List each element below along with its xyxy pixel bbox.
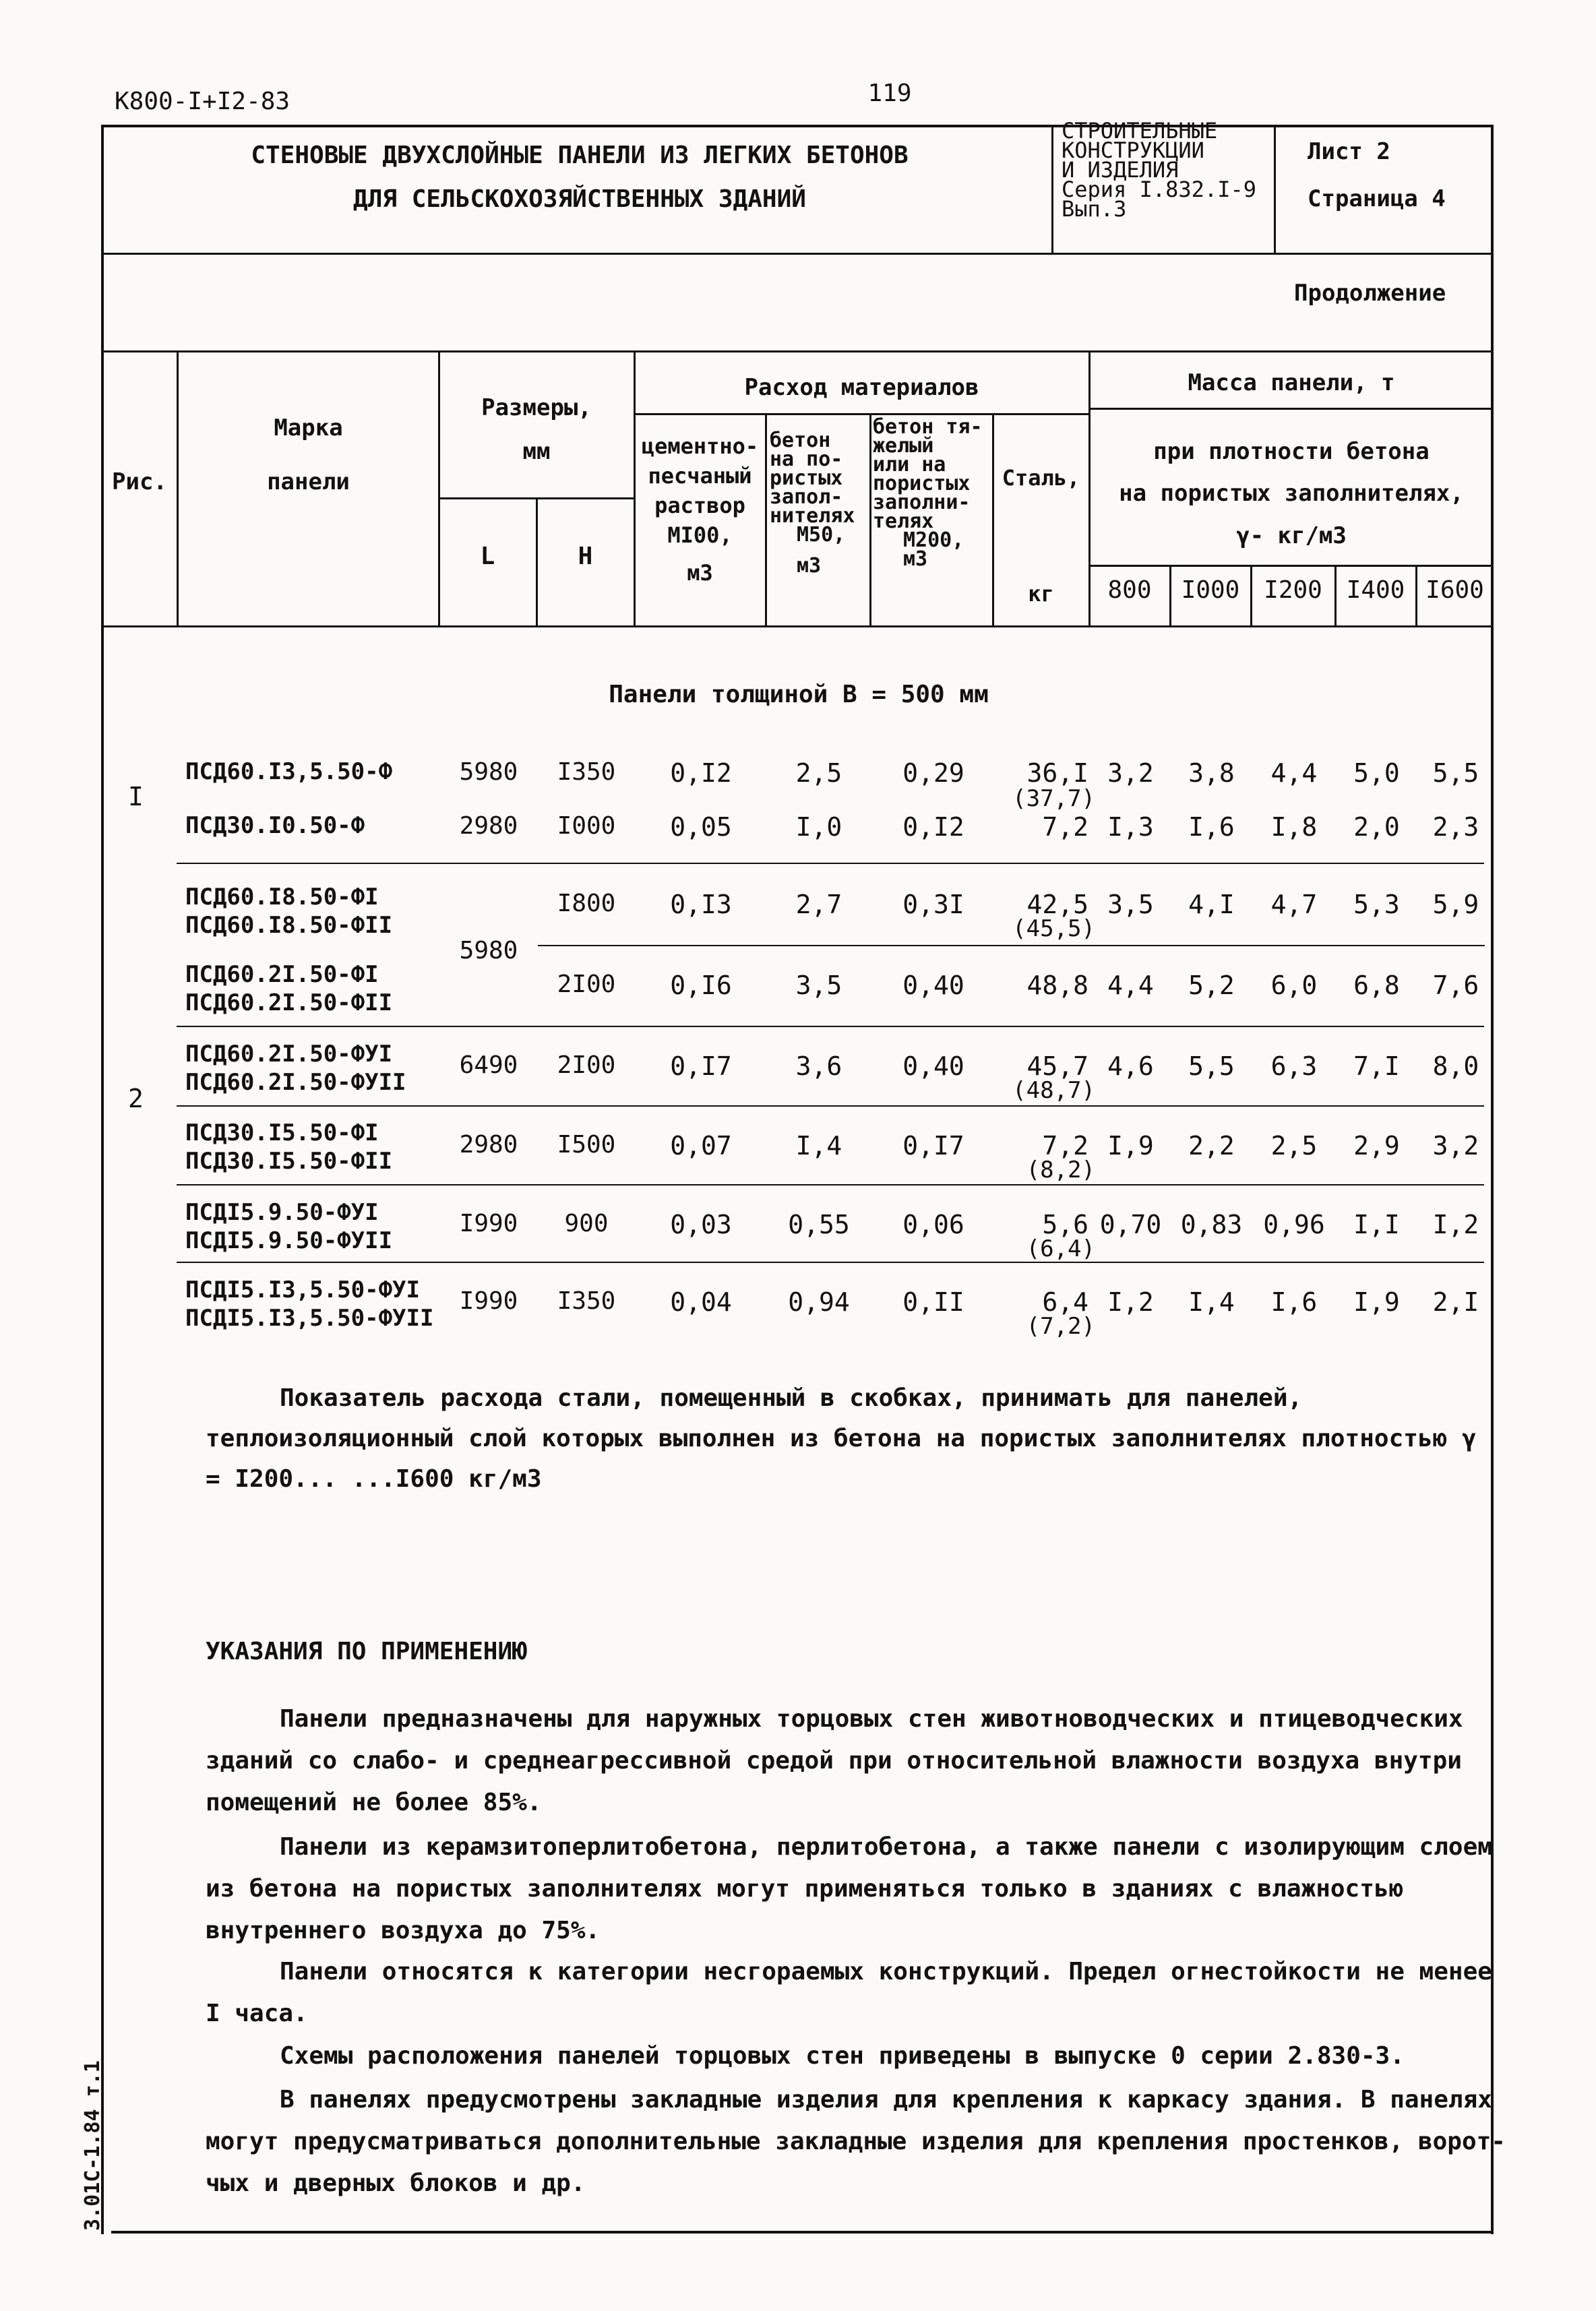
m1400-r4: 2,9 [1353,1131,1400,1161]
steel-r1: 42,5 [1026,890,1088,919]
m800-r0a: 3,2 [1107,758,1154,788]
m1200-r0b: I,8 [1270,812,1318,842]
sheet-label: Лист 2 [1308,138,1390,165]
mortar-r5: 0,03 [670,1210,732,1239]
c2-r0b: 0,I2 [902,812,964,842]
mortar-r6: 0,04 [670,1287,732,1317]
H-r6: I350 [557,1287,616,1315]
m1200-r3: 6,3 [1270,1051,1318,1081]
density-800: 800 [1107,576,1152,604]
marks-r6: ПСДI5.I3,5.50-ФУI ПСДI5.I3,5.50-ФУII [185,1276,434,1332]
density-1400: I400 [1346,576,1405,604]
c1-r3: 3,6 [795,1051,842,1081]
m1000-r3: 5,5 [1188,1051,1235,1081]
L-r5: I990 [459,1210,518,1237]
mark-r0b: ПСД30.I0.50-Ф [185,812,365,839]
series-line1: СТРОИТЕЛЬНЫЕ [1062,118,1218,144]
c1-r0b: I,0 [795,812,842,842]
mortar-r4: 0,07 [670,1131,732,1161]
steel-r3: 45,7 [1026,1051,1088,1081]
steel-alt-r4: (8,2) [1026,1157,1095,1183]
m1600-r0b: 2,3 [1432,812,1479,842]
c1-r0a: 2,5 [795,758,842,788]
L-r4: 2980 [459,1131,518,1159]
m800-r1: 3,5 [1107,890,1154,919]
m1400-r5: I,I [1353,1210,1400,1239]
head-steel-unit: кг [1028,581,1054,607]
m1000-r5: 0,83 [1180,1210,1243,1239]
continuation-label: Продолжение [1294,280,1446,307]
paragraph-2: Панели из керамзитоперлитобетона, перлитобетона, а также панели с изолирующим слоем из бетона на пористых заполнителях могут применяться только в зданиях с влажностью внутреннего воздуха до 75%. [206,1833,1492,1944]
steel-alt-r1: (45,5) [1012,915,1095,942]
H-r4: I500 [557,1131,616,1159]
steel-r4: 7,2 [1042,1131,1088,1161]
head-dims-2: мм [522,438,551,465]
m1600-r1: 5,9 [1432,890,1479,919]
m1000-r0b: I,6 [1188,812,1235,842]
m1600-r6: 2,I [1432,1287,1479,1317]
m1400-r1: 5,3 [1353,890,1400,919]
m1400-r3: 7,I [1353,1051,1400,1081]
mortar-r1: 0,I3 [670,890,732,919]
H-r5: 900 [564,1210,609,1237]
L-r0a: 5980 [459,758,518,786]
m1200-r4: 2,5 [1270,1131,1318,1161]
head-dims-1: Размеры, [481,394,592,421]
mortar-r0a: 0,I2 [670,758,732,788]
marks-r1: ПСД60.I8.50-ФI ПСД60.I8.50-ФII [185,884,393,939]
steel-alt-r6: (7,2) [1026,1313,1095,1340]
page-number: 119 [867,80,912,107]
mortar-r3: 0,I7 [670,1051,732,1081]
m1200-r0a: 4,4 [1270,758,1318,788]
frame-top [101,125,1494,127]
H-r0a: I350 [557,758,616,786]
L-r0b: 2980 [459,812,518,840]
series-line3: И ИЗДЕЛИЯ [1062,157,1179,183]
L-r6: I990 [459,1287,518,1315]
steel-r6: 6,4 [1042,1287,1088,1317]
c1-r2: 3,5 [795,970,842,1000]
paragraph-4: Схемы расположения панелей торцовых стен приведены в выпуске 0 серии 2.830-3. [280,2042,1405,2070]
head-mortar: цементно- песчаный раствор МI00, м3 [641,433,759,586]
c1-r6: 0,94 [788,1287,850,1317]
m1200-r5: 0,96 [1263,1210,1325,1239]
m1000-r1: 4,I [1188,890,1235,919]
m1600-r0a: 5,5 [1432,758,1479,788]
series-line5: Вып.3 [1062,196,1127,222]
head-density-1: при плотности бетона [1153,438,1430,465]
m1200-r2: 6,0 [1270,970,1318,1000]
page-label: Страница 4 [1308,185,1446,212]
m800-r5: 0,70 [1099,1210,1162,1239]
m1200-r1: 4,7 [1270,890,1318,919]
density-1000: I000 [1181,576,1240,604]
marks-r5: ПСДI5.9.50-ФУI ПСДI5.9.50-ФУII [185,1199,393,1254]
steel-alt-r0a: (37,7) [1012,785,1095,812]
density-1600: I600 [1425,576,1484,604]
frame-left [101,125,104,2234]
c2-r4: 0,I7 [902,1131,964,1161]
c1-r5: 0,55 [788,1210,850,1239]
m1400-r0a: 5,0 [1353,758,1400,788]
m800-r3: 4,6 [1107,1051,1154,1081]
m1200-r6: I,6 [1270,1287,1318,1317]
side-stamp: 3.01С-1.84 т.1 [81,2060,104,2231]
m1600-r4: 3,2 [1432,1131,1479,1161]
instructions-title: УКАЗАНИЯ ПО ПРИМЕНЕНИЮ [206,1638,527,1665]
c2-r5: 0,06 [902,1210,964,1239]
paragraph-3: Панели относятся к категории несгораемых конструкций. Предел огнестойкости не менее I часа. [206,1958,1492,2027]
m1600-r3: 8,0 [1432,1051,1479,1081]
c2-r1: 0,3I [902,890,964,919]
m800-r6: I,2 [1107,1287,1154,1317]
steel-r2: 48,8 [1026,970,1088,1000]
paragraph-5: В панелях предусмотрены закладные изделия для крепления к каркасу здания. В панелях могут предусматриваться дополнительные закладные изделия для крепления простенков, ворот- чых и дверных блоков и др. [206,2086,1506,2197]
title-line1: СТЕНОВЫЕ ДВУХСЛОЙНЫЕ ПАНЕЛИ ИЗ ЛЕГКИХ БЕТОНОВ [251,142,909,169]
c1-r4: I,4 [795,1131,842,1161]
H-r2: 2I00 [557,970,616,998]
H-r0b: I000 [557,812,616,840]
density-1200: I200 [1264,576,1322,604]
doc-code: К800-I+I2-83 [115,88,290,115]
mark-r0a: ПСД60.I3,5.50-Ф [185,758,393,785]
m1000-r4: 2,2 [1188,1131,1235,1161]
mortar-r2: 0,I6 [670,970,732,1000]
m1000-r6: I,4 [1188,1287,1235,1317]
marks-r2: ПСД60.2I.50-ФI ПСД60.2I.50-ФII [185,961,393,1016]
marks-r4: ПСД30.I5.50-ФI ПСД30.I5.50-ФII [185,1119,393,1175]
head-steel: Сталь, [1002,465,1080,491]
steel-r5: 5,6 [1042,1210,1088,1239]
head-materials: Расход материалов [744,374,979,401]
head-mass: Масса панели, т [1188,369,1395,396]
L-r1: 5980 [459,937,518,964]
series-block [1062,118,1256,222]
m1600-r2: 7,6 [1432,970,1479,1000]
head-mark-1: Марка [274,414,343,441]
m800-r0b: I,3 [1107,812,1154,842]
mortar-r0b: 0,05 [670,812,732,842]
head-L: L [480,543,495,570]
L-r3: 6490 [459,1051,518,1079]
head-concrete2: бетон тя- желый или на пористых заполни- телях М200, м3 [873,415,983,571]
head-density-3: γ- кг/м3 [1236,522,1347,549]
c2-r0a: 0,29 [902,758,964,788]
steel-note: Показатель расхода стали, помещенный в скобках, принимать для панелей, теплоизоляционный слой которых выполнен из бетона на пористых заполнителях плотностью γ = I200... ...I600 кг/м3 [206,1384,1477,1493]
head-density-2: на пористых заполнителях, [1119,480,1464,507]
H-r3: 2I00 [557,1051,616,1079]
steel-alt-r5: (6,4) [1026,1235,1095,1262]
c1-r1: 2,7 [795,890,842,919]
frame-bottom [111,2231,1494,2233]
steel-alt-r3: (48,7) [1012,1077,1095,1104]
m800-r4: I,9 [1107,1131,1154,1161]
marks-r3: ПСД60.2I.50-ФУI ПСД60.2I.50-ФУII [185,1041,406,1096]
c2-r3: 0,40 [902,1051,964,1081]
m1400-r6: I,9 [1353,1287,1400,1317]
m1000-r2: 5,2 [1188,970,1235,1000]
m1600-r5: I,2 [1432,1210,1479,1239]
steel-r0b: 7,2 [1042,812,1088,842]
c2-r6: 0,II [902,1287,964,1317]
m800-r2: 4,4 [1107,970,1154,1000]
head-concrete1: бетон на по- ристых запол- нителях М50, м3 [770,429,855,578]
H-r1: I800 [557,890,616,917]
c2-r2: 0,40 [902,970,964,1000]
paragraph-1: Панели предназначены для наружных торцовых стен животноводческих и птицеводческих зданий со слабо- и среднеагрессивной средой при относительной влажности воздуха внутри помещений не более 85%. [206,1705,1463,1816]
head-fig: Рис. [112,468,167,495]
m1400-r2: 6,8 [1353,970,1400,1000]
m1000-r0a: 3,8 [1188,758,1235,788]
head-H: H [578,543,593,570]
fig-1: I [128,782,144,811]
section-title: Панели толщиной B = 500 мм [609,681,989,708]
series-line4: Серия I.832.I-9 [1062,177,1256,202]
steel-r0a: 36,I [1026,758,1088,788]
head-mark-2: панели [267,468,350,495]
series-line2: КОНСТРУКЦИИ [1062,137,1204,163]
m1400-r0b: 2,0 [1353,812,1400,842]
fig-2: 2 [128,1084,144,1113]
title-line2: ДЛЯ СЕЛЬСКОХОЗЯЙСТВЕННЫХ ЗДАНИЙ [353,185,806,213]
